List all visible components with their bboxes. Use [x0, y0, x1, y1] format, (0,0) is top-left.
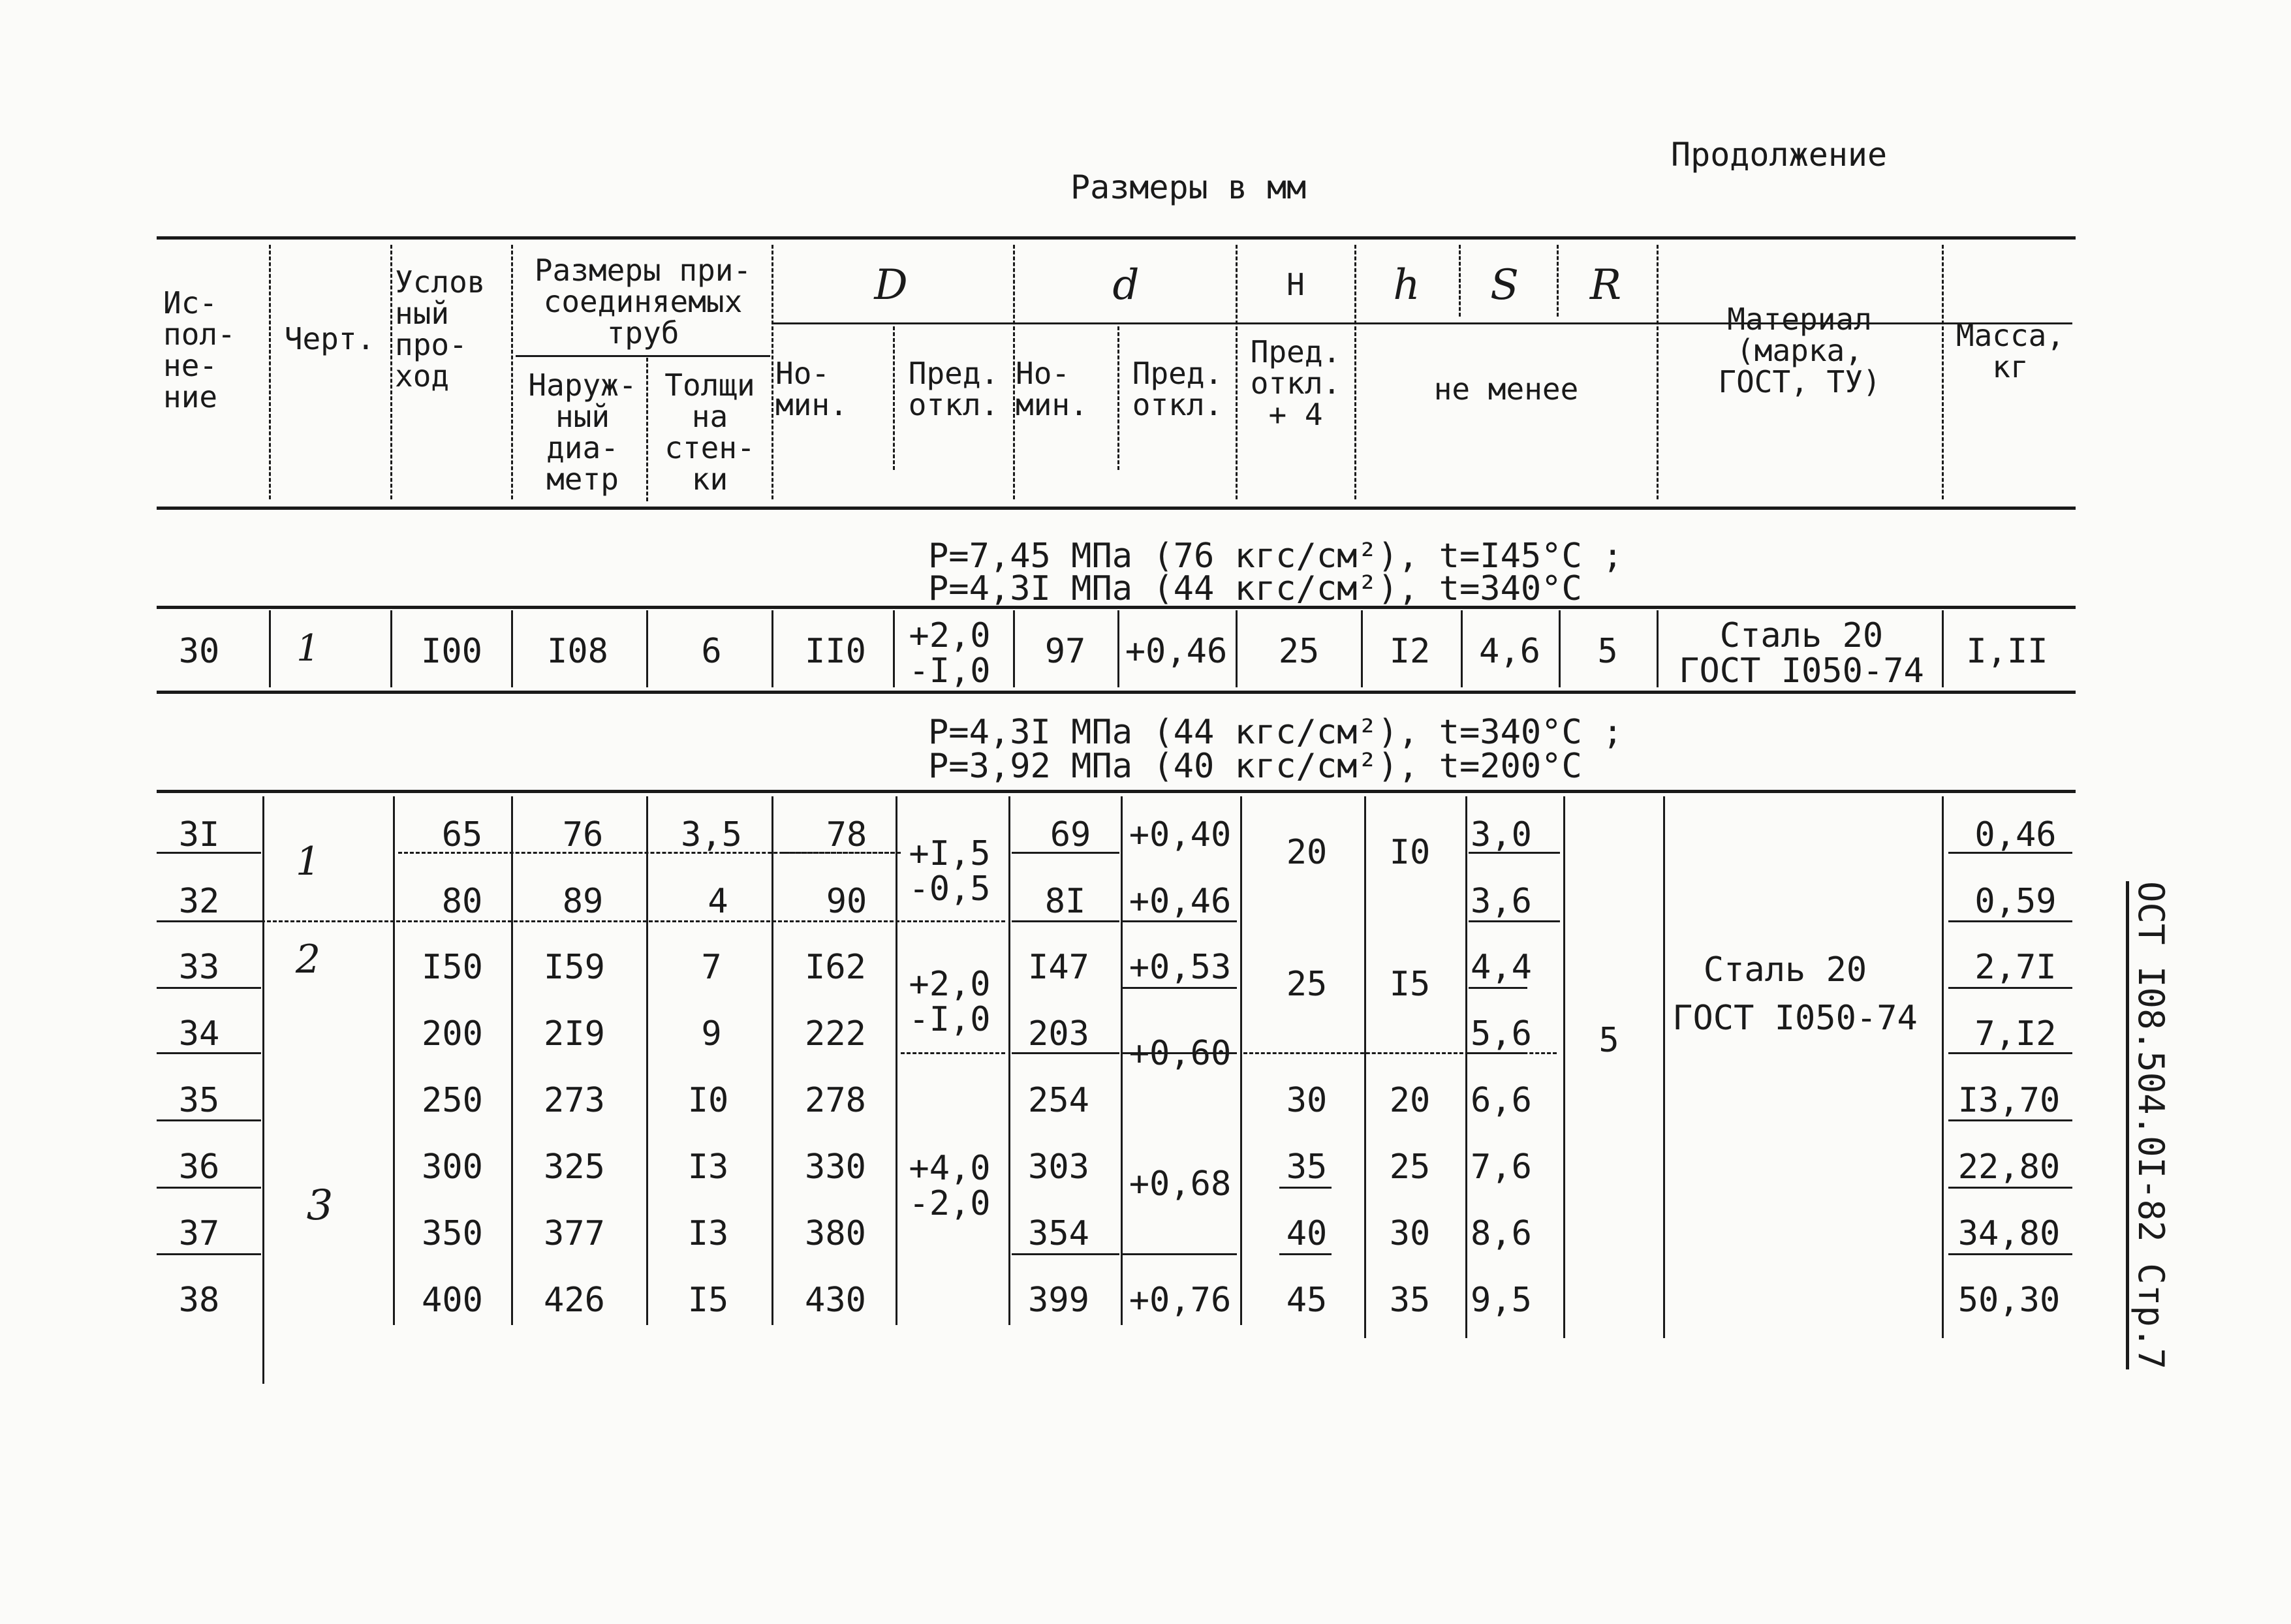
row36-s: I3 [687, 1148, 729, 1187]
header-bottom-rule [157, 507, 2076, 510]
row31-d: 69 [1050, 815, 1091, 854]
header-uslov-prohod: Услов ный про- ход [395, 264, 486, 394]
header-S: S [1490, 261, 1519, 309]
header-d-nom: Но- мин. [1016, 356, 1088, 422]
row31-mass: 0,46 [1974, 815, 2057, 854]
continuation-label: Продолжение [1671, 136, 1888, 174]
row36-S: 7,6 [1471, 1148, 1532, 1187]
row33-du: I50 [422, 948, 483, 987]
header-tolshina-stenki: Толщи на стен- ки [664, 367, 755, 497]
header-naruzh-diametr: Наруж- ный диа- метр [528, 367, 637, 497]
row30-du: I00 [421, 632, 482, 671]
header-D-pred-otkl: Пред. откл. [908, 356, 999, 422]
row30-s: 6 [701, 632, 722, 671]
row31-du: 65 [441, 815, 483, 854]
row36-du: 300 [422, 1148, 483, 1187]
row31-s: 3,5 [681, 815, 742, 854]
row33-d: I47 [1028, 948, 1089, 987]
row32-isp: 32 [178, 882, 220, 921]
h-2: I5 [1389, 965, 1431, 1004]
row30-d-nom: 97 [1044, 632, 1086, 671]
h-3: 20 [1389, 1081, 1431, 1120]
H-5: 40 [1286, 1214, 1328, 1253]
row36-isp: 36 [178, 1148, 220, 1187]
row30-h: I2 [1389, 632, 1431, 671]
D-tol-group-2-minus: -I,0 [909, 1000, 991, 1039]
row32-dn: 89 [562, 882, 604, 921]
table-top-rule [157, 236, 2076, 240]
H-4: 35 [1286, 1148, 1328, 1187]
H-3: 30 [1286, 1081, 1328, 1120]
d-tol-2: +0,46 [1129, 882, 1232, 921]
row38-mass: 50,30 [1957, 1281, 2061, 1320]
row30-H: 25 [1278, 632, 1320, 671]
row35-dn: 273 [544, 1081, 605, 1120]
D-tol-group-3-minus: -2,0 [909, 1184, 991, 1223]
header-H-pred-otkl: Пред. откл. + 4 [1250, 334, 1341, 432]
row38-S: 9,5 [1471, 1281, 1532, 1320]
row30-S: 4,6 [1479, 632, 1540, 671]
row30-dn: I08 [547, 632, 608, 671]
row35-d: 254 [1028, 1081, 1089, 1120]
row37-mass: 34,80 [1957, 1214, 2061, 1253]
h-5: 30 [1389, 1214, 1431, 1253]
row38-isp: 38 [178, 1281, 220, 1320]
row38-du: 400 [422, 1281, 483, 1320]
header-ispolnenie: Ис- пол- не- ние [163, 285, 236, 414]
side-stamp: ОСТ I08.504.0I-82 Стр.7 [2126, 881, 2168, 1369]
row37-s: I3 [687, 1214, 729, 1253]
row30-mass: I,II [1966, 632, 2048, 671]
header-chert: Черт. [284, 321, 375, 356]
row35-mass: I3,70 [1957, 1081, 2061, 1120]
conditions-2-line-2: Р=3,92 МПа (40 кгс/см²), t=200°С [928, 747, 1582, 786]
units-title: Размеры в мм [1070, 168, 1307, 206]
row33-S: 4,4 [1471, 948, 1532, 987]
chert-group-3: 3 [306, 1181, 334, 1230]
row30-material-line-2: ГОСТ I050-74 [1679, 651, 1924, 691]
row34-D: 222 [805, 1014, 866, 1054]
D-tol-group-1-plus: +I,5 [909, 834, 991, 873]
header-R: R [1589, 261, 1622, 309]
row34-du: 200 [422, 1014, 483, 1054]
row38-D: 430 [805, 1281, 866, 1320]
header-massa: Масса, кг [1956, 318, 2065, 384]
row33-dn: I59 [544, 948, 605, 987]
row30-chert: 1 [296, 627, 320, 670]
material-group-line-2: ГОСТ I050-74 [1672, 999, 1918, 1038]
row36-d: 303 [1028, 1148, 1089, 1187]
header-d-pred-otkl: Пред. откл. [1132, 356, 1223, 422]
row36-D: 330 [805, 1148, 866, 1187]
d-tol-4: +0,60 [1129, 1034, 1232, 1073]
conditions-1-line-2: Р=4,3I МПа (44 кгс/см²), t=340°С [928, 569, 1582, 608]
row34-d: 203 [1028, 1014, 1089, 1054]
row33-s: 7 [701, 948, 722, 987]
row31-isp: 3I [178, 815, 220, 854]
header-razmery-trub: Размеры при- соединяемых труб [534, 253, 752, 351]
row30-isp: 30 [178, 632, 220, 671]
chert-group-2: 2 [295, 937, 321, 982]
row33-mass: 2,7I [1974, 948, 2057, 987]
row37-d: 354 [1028, 1214, 1089, 1253]
D-tol-group-1-minus: -0,5 [909, 869, 991, 909]
row30-d-tol: +0,46 [1125, 632, 1228, 671]
h-4: 25 [1389, 1148, 1431, 1187]
d-tol-1: +0,40 [1129, 815, 1232, 854]
R-group: 5 [1598, 1021, 1619, 1060]
conditions-1-line-1: Р=7,45 МПа (76 кгс/см²), t=I45°С ; [928, 537, 1623, 576]
row34-isp: 34 [178, 1014, 220, 1054]
header-D: D [874, 261, 908, 309]
row38-s: I5 [687, 1281, 729, 1320]
row35-S: 6,6 [1471, 1081, 1532, 1120]
header-d: d [1112, 261, 1140, 309]
row37-isp: 37 [178, 1214, 220, 1253]
row35-s: I0 [687, 1081, 729, 1120]
row37-dn: 377 [544, 1214, 605, 1253]
chert-group-1: 1 [295, 839, 321, 884]
row32-D: 90 [826, 882, 867, 921]
row37-D: 380 [805, 1214, 866, 1253]
row34-S: 5,6 [1471, 1014, 1532, 1054]
row30-D-tol-plus: +2,0 [909, 616, 991, 655]
row37-S: 8,6 [1471, 1214, 1532, 1253]
row30-D-nom: II0 [805, 632, 866, 671]
d-tol-3: +0,53 [1129, 948, 1232, 987]
row31-dn: 76 [562, 815, 604, 854]
row33-isp: 33 [178, 948, 220, 987]
row35-isp: 35 [178, 1081, 220, 1120]
material-group-line-1: Сталь 20 [1703, 950, 1867, 990]
H-1: 20 [1286, 833, 1328, 872]
row34-s: 9 [701, 1014, 722, 1054]
d-tol-5: +0,68 [1129, 1164, 1232, 1204]
header-ne-menee: не менее [1433, 371, 1579, 407]
conditions-2-line-1: Р=4,3I МПа (44 кгс/см²), t=340°С ; [928, 713, 1623, 752]
D-tol-group-3-plus: +4,0 [909, 1149, 991, 1188]
row37-du: 350 [422, 1214, 483, 1253]
row31-D: 78 [826, 815, 867, 854]
row35-du: 250 [422, 1081, 483, 1120]
row31-S: 3,0 [1471, 815, 1532, 854]
H-2: 25 [1286, 965, 1328, 1004]
row38-dn: 426 [544, 1281, 605, 1320]
row32-du: 80 [441, 882, 483, 921]
h-1: I0 [1389, 833, 1431, 872]
row36-mass: 22,80 [1957, 1148, 2061, 1187]
header-D-nom: Но- мин. [775, 356, 848, 422]
row30-D-tol-minus: -I,0 [909, 651, 991, 691]
header-H: Н [1286, 267, 1305, 302]
D-tol-group-2-plus: +2,0 [909, 965, 991, 1004]
row32-s: 4 [708, 882, 728, 921]
row33-D: I62 [805, 948, 866, 987]
h-6: 35 [1389, 1281, 1431, 1320]
row34-dn: 2I9 [544, 1014, 605, 1054]
row30-R: 5 [1597, 632, 1618, 671]
header-h: h [1393, 261, 1420, 309]
row30-material-line-1: Сталь 20 [1719, 616, 1884, 655]
H-6: 45 [1286, 1281, 1328, 1320]
row34-mass: 7,I2 [1974, 1014, 2057, 1054]
row32-d: 8I [1044, 882, 1086, 921]
row32-mass: 0,59 [1974, 882, 2057, 921]
row36-dn: 325 [544, 1148, 605, 1187]
row32-S: 3,6 [1471, 882, 1532, 921]
header-material: Материал (марка, ГОСТ, ТУ) [1718, 302, 1881, 399]
row35-D: 278 [805, 1081, 866, 1120]
d-tol-6: +0,76 [1129, 1281, 1232, 1320]
row38-d: 399 [1028, 1281, 1089, 1320]
